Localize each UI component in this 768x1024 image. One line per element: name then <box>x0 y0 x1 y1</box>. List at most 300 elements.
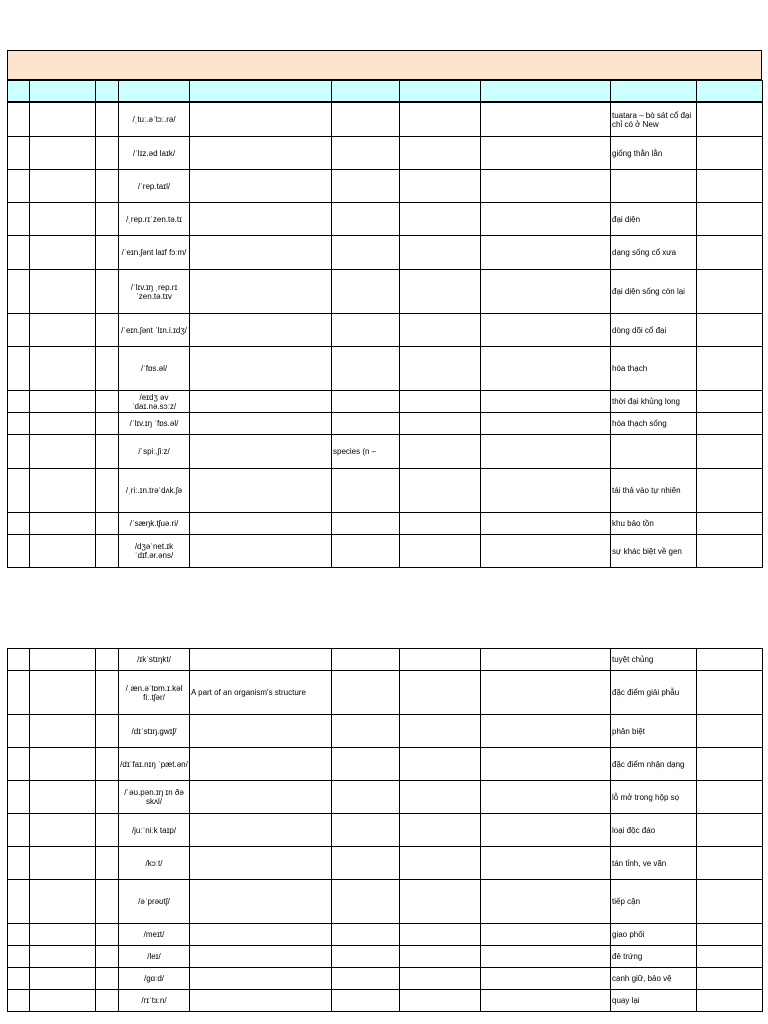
vocabulary-table-2 <box>7 648 763 1012</box>
definition-cell <box>190 748 332 781</box>
empty-cell <box>481 968 611 990</box>
definition-cell <box>190 847 332 880</box>
meaning-cell: tiếp cận <box>611 880 697 924</box>
empty-cell <box>481 671 611 715</box>
note-cell <box>332 391 400 413</box>
empty-cell <box>400 137 481 170</box>
ipa-cell: /eɪdʒ əv ˈdaɪ.nə.sɔːz/ <box>119 391 190 413</box>
empty-cell <box>30 535 96 568</box>
meaning-cell: giao phối <box>611 924 697 946</box>
definition-cell <box>190 236 332 270</box>
note-cell <box>332 513 400 535</box>
header-cell <box>332 81 400 102</box>
meaning-cell: sự khác biệt về gen <box>611 535 697 568</box>
ipa-cell: /dɪˈstɪŋ.gwɪʃ/ <box>119 715 190 748</box>
empty-cell <box>481 270 611 314</box>
empty-cell <box>96 513 119 535</box>
meaning-cell <box>611 170 697 203</box>
empty-cell <box>697 314 763 347</box>
empty-cell <box>30 715 96 748</box>
table-row <box>8 649 763 671</box>
empty-cell <box>96 535 119 568</box>
meaning-cell: giống thằn lằn <box>611 137 697 170</box>
empty-cell <box>481 103 611 137</box>
meaning-cell: tuatara – bò sát cổ đại chỉ có ở New <box>611 103 697 137</box>
empty-cell <box>697 270 763 314</box>
note-cell <box>332 748 400 781</box>
empty-cell <box>96 469 119 513</box>
empty-cell <box>697 946 763 968</box>
note-cell <box>332 469 400 513</box>
empty-cell <box>8 968 30 990</box>
empty-cell <box>481 535 611 568</box>
meaning-cell: tán tỉnh, ve vãn <box>611 847 697 880</box>
empty-cell <box>30 435 96 469</box>
empty-cell <box>400 413 481 435</box>
empty-cell <box>30 203 96 236</box>
note-cell <box>332 347 400 391</box>
empty-cell <box>30 347 96 391</box>
table-row <box>8 924 763 946</box>
ipa-cell: /rɪˈtɜːn/ <box>119 990 190 1012</box>
table-row <box>8 413 763 435</box>
ipa-cell: /juːˈniːk taɪp/ <box>119 814 190 847</box>
empty-cell <box>96 990 119 1012</box>
table-row <box>8 748 763 781</box>
note-cell <box>332 103 400 137</box>
empty-cell <box>400 847 481 880</box>
empty-cell <box>96 270 119 314</box>
empty-cell <box>481 203 611 236</box>
note-cell <box>332 946 400 968</box>
meaning-cell: loại độc đáo <box>611 814 697 847</box>
meaning-cell: đặc điểm giải phẫu <box>611 671 697 715</box>
table-row <box>8 435 763 469</box>
note-cell <box>332 847 400 880</box>
definition-cell <box>190 103 332 137</box>
header-cell <box>119 81 190 102</box>
empty-cell <box>400 781 481 814</box>
ipa-cell: /ˈəʊ.pən.ɪŋ ɪn ðə skʌl/ <box>119 781 190 814</box>
empty-cell <box>96 671 119 715</box>
table-row <box>8 968 763 990</box>
note-cell <box>332 535 400 568</box>
empty-cell <box>8 847 30 880</box>
empty-cell <box>400 270 481 314</box>
empty-cell <box>96 781 119 814</box>
ipa-cell: /ˌriː.ɪn.trəˈdʌk.ʃə <box>119 469 190 513</box>
table-row <box>8 671 763 715</box>
empty-cell <box>30 391 96 413</box>
empty-cell <box>30 671 96 715</box>
empty-cell <box>30 513 96 535</box>
empty-cell <box>96 946 119 968</box>
empty-cell <box>8 990 30 1012</box>
empty-cell <box>481 649 611 671</box>
empty-cell <box>697 203 763 236</box>
empty-cell <box>96 391 119 413</box>
ipa-cell: /ˈsæŋk.tʃuə.ri/ <box>119 513 190 535</box>
definition-cell <box>190 314 332 347</box>
empty-cell <box>8 413 30 435</box>
meaning-cell: đặc điểm nhận dạng <box>611 748 697 781</box>
ipa-cell: /ˈeɪn.ʃənt laɪf fɔːm/ <box>119 236 190 270</box>
empty-cell <box>481 946 611 968</box>
table-row <box>8 513 763 535</box>
table-row <box>8 847 763 880</box>
empty-cell <box>30 137 96 170</box>
empty-cell <box>697 814 763 847</box>
meaning-cell: canh giữ, bảo vệ <box>611 968 697 990</box>
empty-cell <box>8 236 30 270</box>
meaning-cell: lỗ mở trong hộp sọ <box>611 781 697 814</box>
meaning-cell: đại diện <box>611 203 697 236</box>
table-row <box>8 103 763 137</box>
ipa-cell: /dʒəˈnet.ɪk ˈdɪf.ər.əns/ <box>119 535 190 568</box>
empty-cell <box>481 748 611 781</box>
empty-cell <box>400 170 481 203</box>
definition-cell <box>190 924 332 946</box>
definition-cell <box>190 781 332 814</box>
empty-cell <box>400 715 481 748</box>
empty-cell <box>8 203 30 236</box>
definition-cell: A part of an organism's structure <box>190 671 332 715</box>
empty-cell <box>96 968 119 990</box>
definition-cell <box>190 170 332 203</box>
empty-cell <box>96 814 119 847</box>
definition-cell <box>190 880 332 924</box>
table-row <box>8 880 763 924</box>
table-row <box>8 314 763 347</box>
empty-cell <box>96 103 119 137</box>
empty-cell <box>8 469 30 513</box>
table-row <box>8 347 763 391</box>
empty-cell <box>96 748 119 781</box>
meaning-cell: dạng sống cổ xưa <box>611 236 697 270</box>
empty-cell <box>481 469 611 513</box>
empty-cell <box>96 347 119 391</box>
empty-cell <box>697 413 763 435</box>
empty-cell <box>8 435 30 469</box>
definition-cell <box>190 990 332 1012</box>
empty-cell <box>8 924 30 946</box>
meaning-cell <box>611 435 697 469</box>
table-row <box>8 170 763 203</box>
table-row <box>8 946 763 968</box>
header-cell <box>96 81 119 102</box>
empty-cell <box>400 968 481 990</box>
header-cell <box>697 81 763 102</box>
empty-cell <box>481 413 611 435</box>
header-cell <box>8 81 30 102</box>
empty-cell <box>8 880 30 924</box>
note-cell <box>332 781 400 814</box>
empty-cell <box>30 236 96 270</box>
empty-cell <box>30 469 96 513</box>
empty-cell <box>697 391 763 413</box>
ipa-cell: /gɑːd/ <box>119 968 190 990</box>
table-row <box>8 391 763 413</box>
empty-cell <box>30 270 96 314</box>
empty-cell <box>8 946 30 968</box>
empty-cell <box>481 513 611 535</box>
empty-cell <box>400 814 481 847</box>
meaning-cell: khu bảo tồn <box>611 513 697 535</box>
empty-cell <box>697 103 763 137</box>
table-row <box>8 814 763 847</box>
definition-cell <box>190 391 332 413</box>
meaning-cell: hóa thạch sống <box>611 413 697 435</box>
table-row <box>8 270 763 314</box>
empty-cell <box>8 103 30 137</box>
empty-cell <box>96 435 119 469</box>
definition-cell <box>190 203 332 236</box>
empty-cell <box>8 535 30 568</box>
empty-cell <box>697 715 763 748</box>
empty-cell <box>400 671 481 715</box>
empty-cell <box>481 391 611 413</box>
ipa-cell: /ˈfɒs.əl/ <box>119 347 190 391</box>
definition-cell <box>190 469 332 513</box>
empty-cell <box>30 103 96 137</box>
empty-cell <box>481 990 611 1012</box>
empty-cell <box>400 314 481 347</box>
empty-cell <box>8 715 30 748</box>
empty-cell <box>30 880 96 924</box>
empty-cell <box>697 535 763 568</box>
empty-cell <box>481 137 611 170</box>
empty-cell <box>697 170 763 203</box>
ipa-cell: /ˈlɪv.ɪŋ ˈfɒs.əl/ <box>119 413 190 435</box>
empty-cell <box>30 781 96 814</box>
definition-cell <box>190 946 332 968</box>
empty-cell <box>697 847 763 880</box>
definition-cell <box>190 347 332 391</box>
empty-cell <box>8 137 30 170</box>
note-cell <box>332 314 400 347</box>
definition-cell <box>190 649 332 671</box>
empty-cell <box>30 314 96 347</box>
empty-cell <box>400 748 481 781</box>
note-cell: species (n – <box>332 435 400 469</box>
empty-cell <box>96 137 119 170</box>
empty-cell <box>96 715 119 748</box>
empty-cell <box>96 314 119 347</box>
empty-cell <box>30 814 96 847</box>
empty-cell <box>96 203 119 236</box>
ipa-cell: /ˌæn.əˈtɒm.ɪ.kəl fiː.tʃər/ <box>119 671 190 715</box>
empty-cell <box>30 413 96 435</box>
ipa-cell: /kɔːt/ <box>119 847 190 880</box>
empty-cell <box>400 924 481 946</box>
empty-cell <box>697 513 763 535</box>
table-row <box>8 781 763 814</box>
empty-cell <box>400 435 481 469</box>
empty-cell <box>96 649 119 671</box>
empty-cell <box>400 203 481 236</box>
meaning-cell: tuyệt chủng <box>611 649 697 671</box>
empty-cell <box>30 990 96 1012</box>
empty-cell <box>481 781 611 814</box>
empty-cell <box>697 435 763 469</box>
header-cell <box>611 81 697 102</box>
note-cell <box>332 203 400 236</box>
header-cell <box>190 81 332 102</box>
ipa-cell: /ˌrep.rɪˈzen.tə.tɪ <box>119 203 190 236</box>
empty-cell <box>400 103 481 137</box>
definition-cell <box>190 513 332 535</box>
ipa-cell: /ˈspiː.ʃiːz/ <box>119 435 190 469</box>
empty-cell <box>400 347 481 391</box>
empty-cell <box>30 170 96 203</box>
note-cell <box>332 990 400 1012</box>
empty-cell <box>400 880 481 924</box>
empty-cell <box>8 671 30 715</box>
definition-cell <box>190 413 332 435</box>
empty-cell <box>400 649 481 671</box>
ipa-cell: /leɪ/ <box>119 946 190 968</box>
ipa-cell: /meɪt/ <box>119 924 190 946</box>
empty-cell <box>697 880 763 924</box>
empty-cell <box>481 236 611 270</box>
ipa-cell: /ɪkˈstɪŋkt/ <box>119 649 190 671</box>
note-cell <box>332 413 400 435</box>
table-row <box>8 535 763 568</box>
table-row <box>8 469 763 513</box>
ipa-cell: /ˈrep.taɪl/ <box>119 170 190 203</box>
empty-cell <box>400 236 481 270</box>
empty-cell <box>96 924 119 946</box>
definition-cell <box>190 814 332 847</box>
empty-cell <box>30 968 96 990</box>
empty-cell <box>697 924 763 946</box>
empty-cell <box>8 170 30 203</box>
note-cell <box>332 968 400 990</box>
definition-cell <box>190 535 332 568</box>
empty-cell <box>481 814 611 847</box>
table-row <box>8 203 763 236</box>
empty-cell <box>697 469 763 513</box>
empty-cell <box>400 535 481 568</box>
empty-cell <box>30 946 96 968</box>
note-cell <box>332 814 400 847</box>
meaning-cell: dòng dõi cổ đại <box>611 314 697 347</box>
definition-cell <box>190 270 332 314</box>
empty-cell <box>8 513 30 535</box>
empty-cell <box>96 170 119 203</box>
meaning-cell: đại diện sống còn lại <box>611 270 697 314</box>
meaning-cell: thời đại khủng long <box>611 391 697 413</box>
note-cell <box>332 170 400 203</box>
empty-cell <box>8 748 30 781</box>
empty-cell <box>481 314 611 347</box>
column-header-row <box>7 80 763 102</box>
empty-cell <box>400 513 481 535</box>
ipa-cell: /ˈeɪn.ʃənt ˈlɪn.i.ɪdʒ/ <box>119 314 190 347</box>
empty-cell <box>30 649 96 671</box>
empty-cell <box>697 236 763 270</box>
definition-cell <box>190 968 332 990</box>
definition-cell <box>190 715 332 748</box>
empty-cell <box>400 990 481 1012</box>
empty-cell <box>400 391 481 413</box>
note-cell <box>332 649 400 671</box>
ipa-cell: /əˈprəʊtʃ/ <box>119 880 190 924</box>
table-row <box>8 715 763 748</box>
ipa-cell: /ˈlɪz.əd laɪk/ <box>119 137 190 170</box>
table-row <box>8 236 763 270</box>
empty-cell <box>8 270 30 314</box>
note-cell <box>332 924 400 946</box>
empty-cell <box>96 236 119 270</box>
empty-cell <box>697 649 763 671</box>
empty-cell <box>481 880 611 924</box>
empty-cell <box>8 649 30 671</box>
empty-cell <box>400 946 481 968</box>
note-cell <box>332 715 400 748</box>
empty-cell <box>8 781 30 814</box>
empty-cell <box>400 469 481 513</box>
ipa-cell: /ˈlɪv.ɪŋ ˌrep.rɪˈzen.tə.tɪv <box>119 270 190 314</box>
header-cell <box>481 81 611 102</box>
note-cell <box>332 236 400 270</box>
empty-cell <box>8 314 30 347</box>
empty-cell <box>96 413 119 435</box>
empty-cell <box>481 435 611 469</box>
header-cell <box>400 81 481 102</box>
empty-cell <box>30 847 96 880</box>
ipa-cell: /ˌtuː.əˈtɔː.rə/ <box>119 103 190 137</box>
definition-cell <box>190 435 332 469</box>
note-cell <box>332 671 400 715</box>
meaning-cell: tái thả vào tự nhiên <box>611 469 697 513</box>
empty-cell <box>96 847 119 880</box>
empty-cell <box>30 924 96 946</box>
table-row <box>8 137 763 170</box>
note-cell <box>332 880 400 924</box>
table-row <box>8 990 763 1012</box>
note-cell <box>332 137 400 170</box>
empty-cell <box>697 990 763 1012</box>
empty-cell <box>697 671 763 715</box>
empty-cell <box>8 814 30 847</box>
empty-cell <box>8 347 30 391</box>
empty-cell <box>96 880 119 924</box>
empty-cell <box>481 715 611 748</box>
empty-cell <box>697 781 763 814</box>
empty-cell <box>481 347 611 391</box>
empty-cell <box>697 968 763 990</box>
empty-cell <box>8 391 30 413</box>
empty-cell <box>697 347 763 391</box>
header-cell <box>30 81 96 102</box>
empty-cell <box>481 847 611 880</box>
empty-cell <box>30 748 96 781</box>
empty-cell <box>697 137 763 170</box>
vocabulary-table-1 <box>7 102 763 568</box>
meaning-cell: quay lại <box>611 990 697 1012</box>
meaning-cell: phân biệt <box>611 715 697 748</box>
empty-cell <box>481 170 611 203</box>
meaning-cell: đẻ trứng <box>611 946 697 968</box>
meaning-cell: hóa thạch <box>611 347 697 391</box>
definition-cell <box>190 137 332 170</box>
note-cell <box>332 270 400 314</box>
header-band <box>7 50 762 80</box>
empty-cell <box>481 924 611 946</box>
ipa-cell: /dɪˈfaɪ.nɪŋ ˈpæt.ən/ <box>119 748 190 781</box>
empty-cell <box>697 748 763 781</box>
